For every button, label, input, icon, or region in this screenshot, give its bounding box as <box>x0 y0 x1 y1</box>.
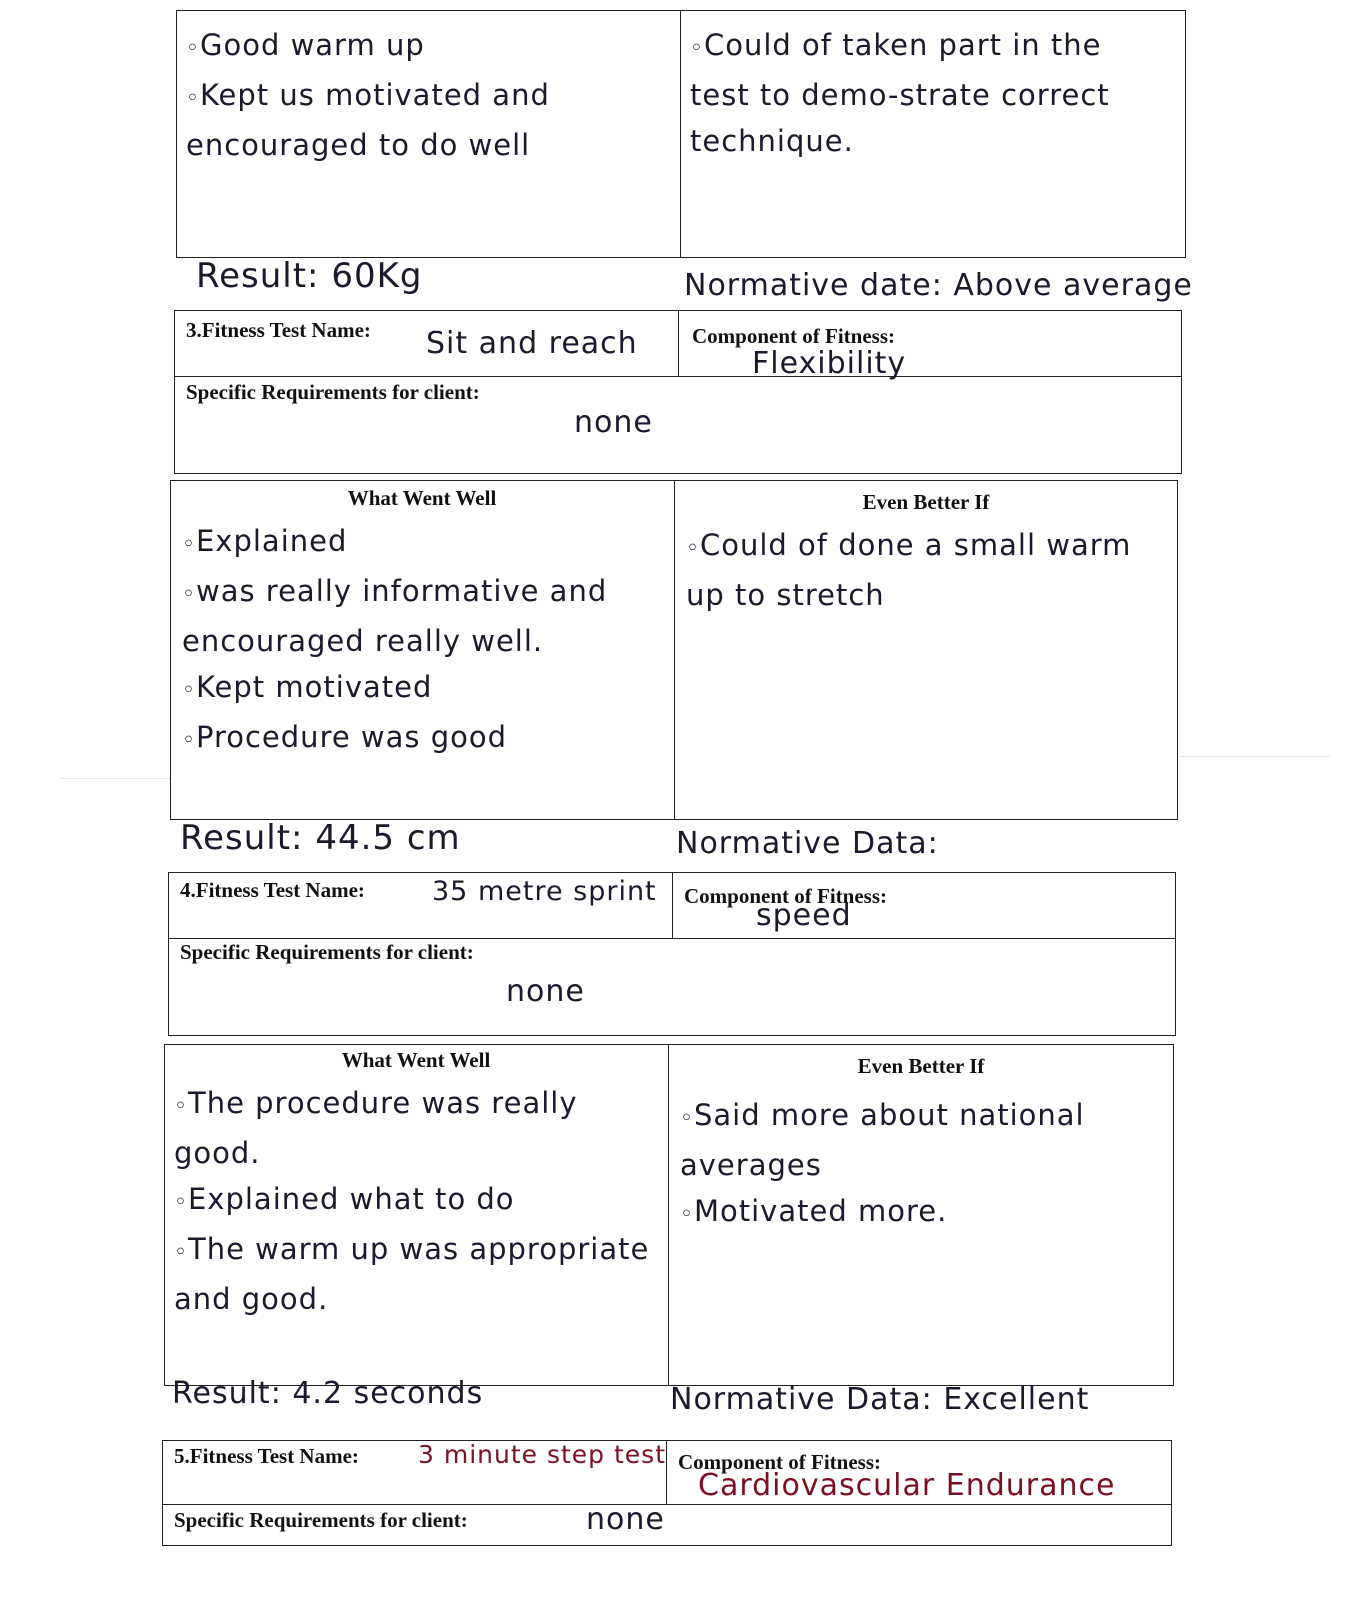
section3-header-rule <box>174 376 1182 377</box>
section4-evenbetter-item: ◦ Motivated more. <box>680 1188 1160 1238</box>
section4-component-label: Component of Fitness: <box>684 884 887 908</box>
section4-feedback-divider <box>668 1044 669 1386</box>
section2-wentwell-item: ◦ Good warm up <box>186 22 666 72</box>
section5-test-name-label: 5.Fitness Test Name: <box>174 1444 359 1468</box>
section3-feedback-divider <box>674 480 675 820</box>
section2-feedback-divider <box>680 10 681 258</box>
section4-evenbetter-header: Even Better If <box>857 1054 985 1078</box>
section4-test-name-label: 4.Fitness Test Name: <box>180 878 365 902</box>
section3-requirements-label: Specific Requirements for client: <box>186 380 480 404</box>
section4-requirements-value: none <box>506 974 585 1009</box>
section2-wentwell-item: ◦ Kept us motivated and encouraged to do well <box>186 72 666 168</box>
section2-evenbetter-item: ◦ Could of taken part in the test to demo-strate correct technique. <box>690 22 1170 164</box>
section4-evenbetter-list <box>680 1092 1160 1238</box>
section2-wentwell-list <box>186 22 666 168</box>
section3-wentwell-list <box>182 518 662 764</box>
section3-header-divider <box>678 310 679 376</box>
section4-result: Result: 4.2 seconds <box>172 1376 484 1411</box>
section3-evenbetter-header: Even Better If <box>862 490 990 514</box>
section4-wentwell-item: ◦ Explained what to do <box>174 1176 654 1226</box>
section3-wentwell-item: ◦ Kept motivated <box>182 664 662 714</box>
section4-evenbetter-item: ◦ Said more about national averages <box>680 1092 1160 1188</box>
section5-header-divider <box>666 1440 667 1504</box>
section3-wentwell-header: What Went Well <box>347 486 497 510</box>
section4-normative-data: Normative Data: Excellent <box>670 1382 1090 1417</box>
section3-wentwell-item: ◦ was really informative and encouraged really well. <box>182 568 662 664</box>
section5-component-value: Cardiovascular Endurance <box>698 1468 1116 1503</box>
section4-wentwell-header: What Went Well <box>341 1048 491 1072</box>
section5-requirements-value: none <box>586 1502 665 1537</box>
section4-wentwell-item: ◦ The procedure was really good. <box>174 1080 654 1176</box>
section3-component-label: Component of Fitness: <box>692 324 895 348</box>
section2-result: Result: 60Kg <box>196 256 423 296</box>
section3-evenbetter-list <box>686 522 1156 618</box>
section4-header-rule <box>168 938 1176 939</box>
section3-result: Result: 44.5 cm <box>180 818 461 858</box>
section5-test-name-value: 3 minute step test <box>418 1440 667 1469</box>
scan-fold-mark <box>60 778 170 779</box>
section3-test-name-value: Sit and reach <box>426 326 638 361</box>
section2-normative-data: Normative date: Above average <box>684 268 1193 303</box>
section4-wentwell-item: ◦ The warm up was appropriate and good. <box>174 1226 654 1322</box>
section3-normative-data: Normative Data: <box>676 826 939 861</box>
section3-test-name-label: 3.Fitness Test Name: <box>186 318 371 342</box>
section2-evenbetter-list <box>690 22 1170 164</box>
section3-wentwell-item: ◦ Explained <box>182 518 662 568</box>
section5-component-label: Component of Fitness: <box>678 1450 881 1474</box>
section4-wentwell-list <box>174 1080 654 1322</box>
section4-header-divider <box>672 872 673 938</box>
scan-fold-mark <box>1180 756 1330 757</box>
section3-wentwell-item: ◦ Procedure was good <box>182 714 662 764</box>
section4-test-name-value: 35 metre sprint <box>432 876 657 907</box>
section4-requirements-label: Specific Requirements for client: <box>180 940 474 964</box>
section3-requirements-value: none <box>574 405 653 440</box>
section3-evenbetter-item: ◦ Could of done a small warm up to stretch <box>686 522 1156 618</box>
section5-requirements-label: Specific Requirements for client: <box>174 1508 468 1532</box>
section4-component-value: speed <box>756 898 852 933</box>
section3-component-value: Flexibility <box>752 346 907 381</box>
section5-header-rule <box>162 1504 1172 1505</box>
